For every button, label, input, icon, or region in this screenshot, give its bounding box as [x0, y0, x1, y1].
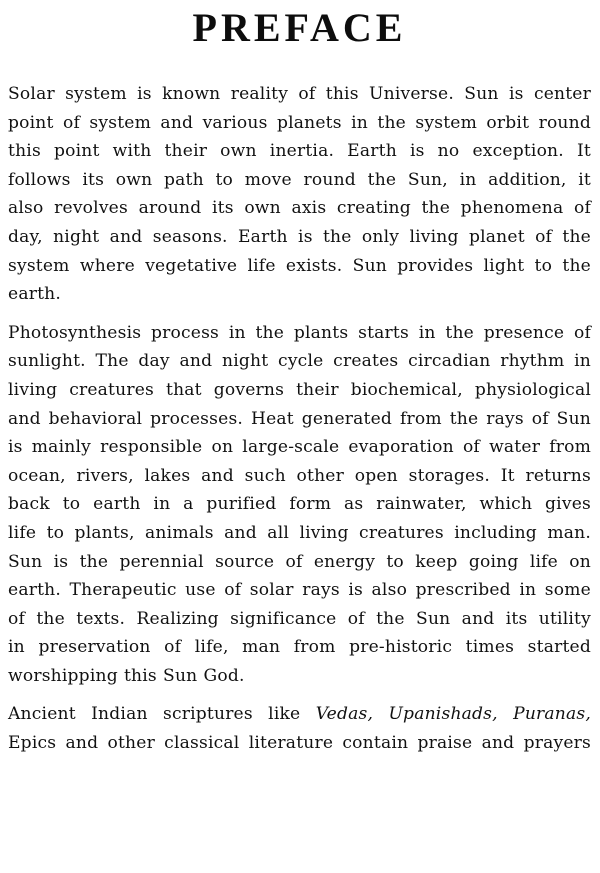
separator [373, 704, 388, 724]
paragraph-2-line: worshipping this Sun God. [8, 665, 245, 686]
paragraph-1-line: Solar system is known reality of this Universe. Sun is center [8, 84, 591, 104]
paragraph-3-line-prefix: Ancient Indian scriptures like [8, 704, 316, 725]
paragraph-2-line: sunlight. The day and night cycle creates circadian rhythm in [8, 351, 591, 372]
paragraph-3-line [8, 700, 591, 729]
scripture-puranas: Puranas, [513, 704, 592, 725]
paragraph-1-line: day, night and seasons. Earth is the only living planet of the [8, 226, 591, 247]
separator [498, 704, 513, 724]
paragraph-1-line: this point with their own inertia. Earth is no exception. It [8, 141, 591, 162]
paragraph-2-line: Photosynthesis process in the plants starts in the presence of [8, 322, 591, 343]
paragraph-3-line: Epics and other classical literature contain praise and prayers [8, 733, 591, 754]
paragraph-1-line: follows its own path to move round the Sun, in addition, it [8, 169, 591, 190]
paragraph-2-line: is mainly responsible on large-scale evaporation of water from [8, 437, 591, 458]
paragraph-2 [8, 319, 591, 691]
paragraph-2-line: Sun is the perennial source of energy to keep going life on [8, 551, 591, 572]
paragraph-2-line: earth. Therapeutic use of solar rays is also prescribed in some [8, 580, 591, 601]
scripture-vedas: Vedas, [315, 704, 374, 725]
paragraph-2-line: and behavioral processes. Heat generated from the rays of Sun [8, 408, 591, 429]
paragraph-1-line: also revolves around its own axis creating the phenomena of [8, 198, 591, 219]
paragraph-2-line: of the texts. Realizing significance of the Sun and its utility [8, 608, 591, 629]
page-title: PREFACE [192, 5, 407, 50]
paragraph-1-line: system where vegetative life exists. Sun provides light to the [8, 255, 591, 276]
paragraph-1 [8, 80, 591, 309]
paragraph-3 [8, 700, 591, 757]
paragraph-2-line: living creatures that governs their biochemical, physiological [8, 379, 591, 400]
scripture-upanishads: Upanishads, [388, 704, 498, 725]
paragraph-2-line: back to earth in a purified form as rainwater, which gives [8, 494, 591, 515]
paragraph-2-line: in preservation of life, man from pre-historic times started [8, 637, 591, 658]
paragraph-1-line: earth. [8, 284, 61, 305]
paragraph-2-line: life to plants, animals and all living creatures including man. [8, 522, 591, 543]
paragraph-1-line: point of system and various planets in the system orbit round [8, 112, 591, 133]
paragraph-2-line: ocean, rivers, lakes and such other open storages. It returns [8, 465, 591, 486]
